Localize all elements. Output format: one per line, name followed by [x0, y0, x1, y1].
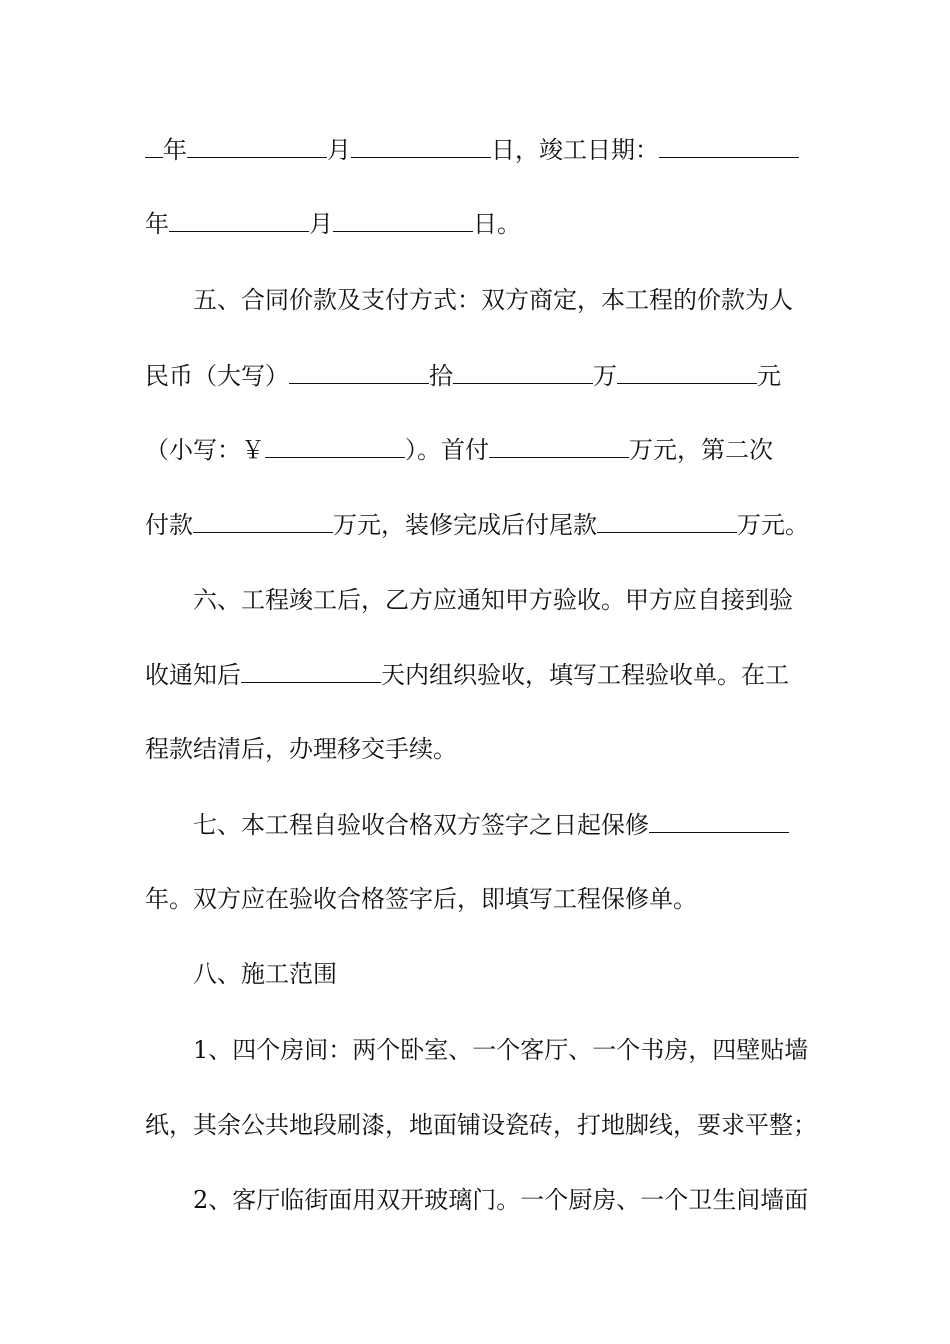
fill-blank: [289, 358, 429, 384]
text-line-7: [145, 580, 810, 620]
section-heading-7: 七、本工程自验收合格双方签字之日起保修: [145, 811, 649, 839]
text-line-14: [145, 1105, 817, 1145]
text-segment: 纸，其余公共地段刷漆，地面铺设瓷砖，打地脚线，要求平整；: [145, 1111, 817, 1139]
text-segment: 年: [163, 136, 187, 164]
text-segment: 收通知后: [145, 661, 241, 689]
text-line-9: [145, 729, 810, 769]
text-segment: 程款结清后，办理移交手续。: [145, 735, 457, 763]
section-heading-5: 五、合同价款及支付方式：双方商定，本工程的价款为人: [145, 286, 793, 314]
text-segment: ）。首付: [405, 436, 489, 464]
text-segment: 日，竣工日期：: [491, 136, 659, 164]
text-line-13: [145, 1030, 810, 1070]
list-item-1: 1、四个房间：两个卧室、一个客厅、一个书房，四壁贴墙: [145, 1036, 809, 1064]
text-segment: 万元，第二次: [629, 436, 773, 464]
text-segment: 万元。: [737, 511, 809, 539]
section-heading-6: 六、工程竣工后，乙方应通知甲方验收。甲方应自接到验: [145, 586, 793, 614]
text-line-5: [145, 430, 810, 470]
fill-blank: [187, 132, 327, 158]
text-segment: 月: [309, 210, 333, 238]
text-line-2: [145, 204, 810, 244]
fill-blank: [265, 432, 405, 458]
text-line-12: [145, 954, 810, 994]
fill-blank: [241, 657, 381, 683]
text-line-1: [145, 130, 810, 170]
text-segment: 月: [327, 136, 351, 164]
text-line-6: [145, 505, 810, 545]
text-segment: 万: [593, 362, 617, 390]
fill-blank: [145, 132, 163, 158]
text-line-4: [145, 356, 810, 396]
text-line-3: [145, 280, 810, 320]
text-segment: 年。双方应在验收合格签字后，即填写工程保修单。: [145, 885, 697, 913]
text-segment: 元: [757, 362, 781, 390]
fill-blank: [351, 132, 491, 158]
fill-blank: [617, 358, 757, 384]
text-segment: （小写：￥: [145, 436, 265, 464]
text-line-15: [145, 1180, 810, 1220]
fill-blank: [453, 358, 593, 384]
fill-blank: [489, 432, 629, 458]
text-segment: 日。: [473, 210, 521, 238]
text-line-11: [145, 879, 810, 919]
fill-blank: [597, 507, 737, 533]
text-segment: 万元，装修完成后付尾款: [333, 511, 597, 539]
text-segment: 年: [145, 210, 169, 238]
fill-blank: [169, 206, 309, 232]
text-segment: 付款: [145, 511, 193, 539]
section-heading-8: 八、施工范围: [145, 960, 337, 988]
text-line-8: [145, 655, 810, 695]
text-segment: 民币（大写）: [145, 362, 289, 390]
text-segment: 天内组织验收，填写工程验收单。在工: [381, 661, 789, 689]
fill-blank: [333, 206, 473, 232]
fill-blank: [193, 507, 333, 533]
fill-blank: [659, 132, 799, 158]
text-line-10: [145, 805, 810, 845]
list-item-2: 2、客厅临街面用双开玻璃门。一个厨房、一个卫生间墙面: [145, 1186, 809, 1214]
fill-blank: [649, 807, 789, 833]
text-segment: 拾: [429, 362, 453, 390]
